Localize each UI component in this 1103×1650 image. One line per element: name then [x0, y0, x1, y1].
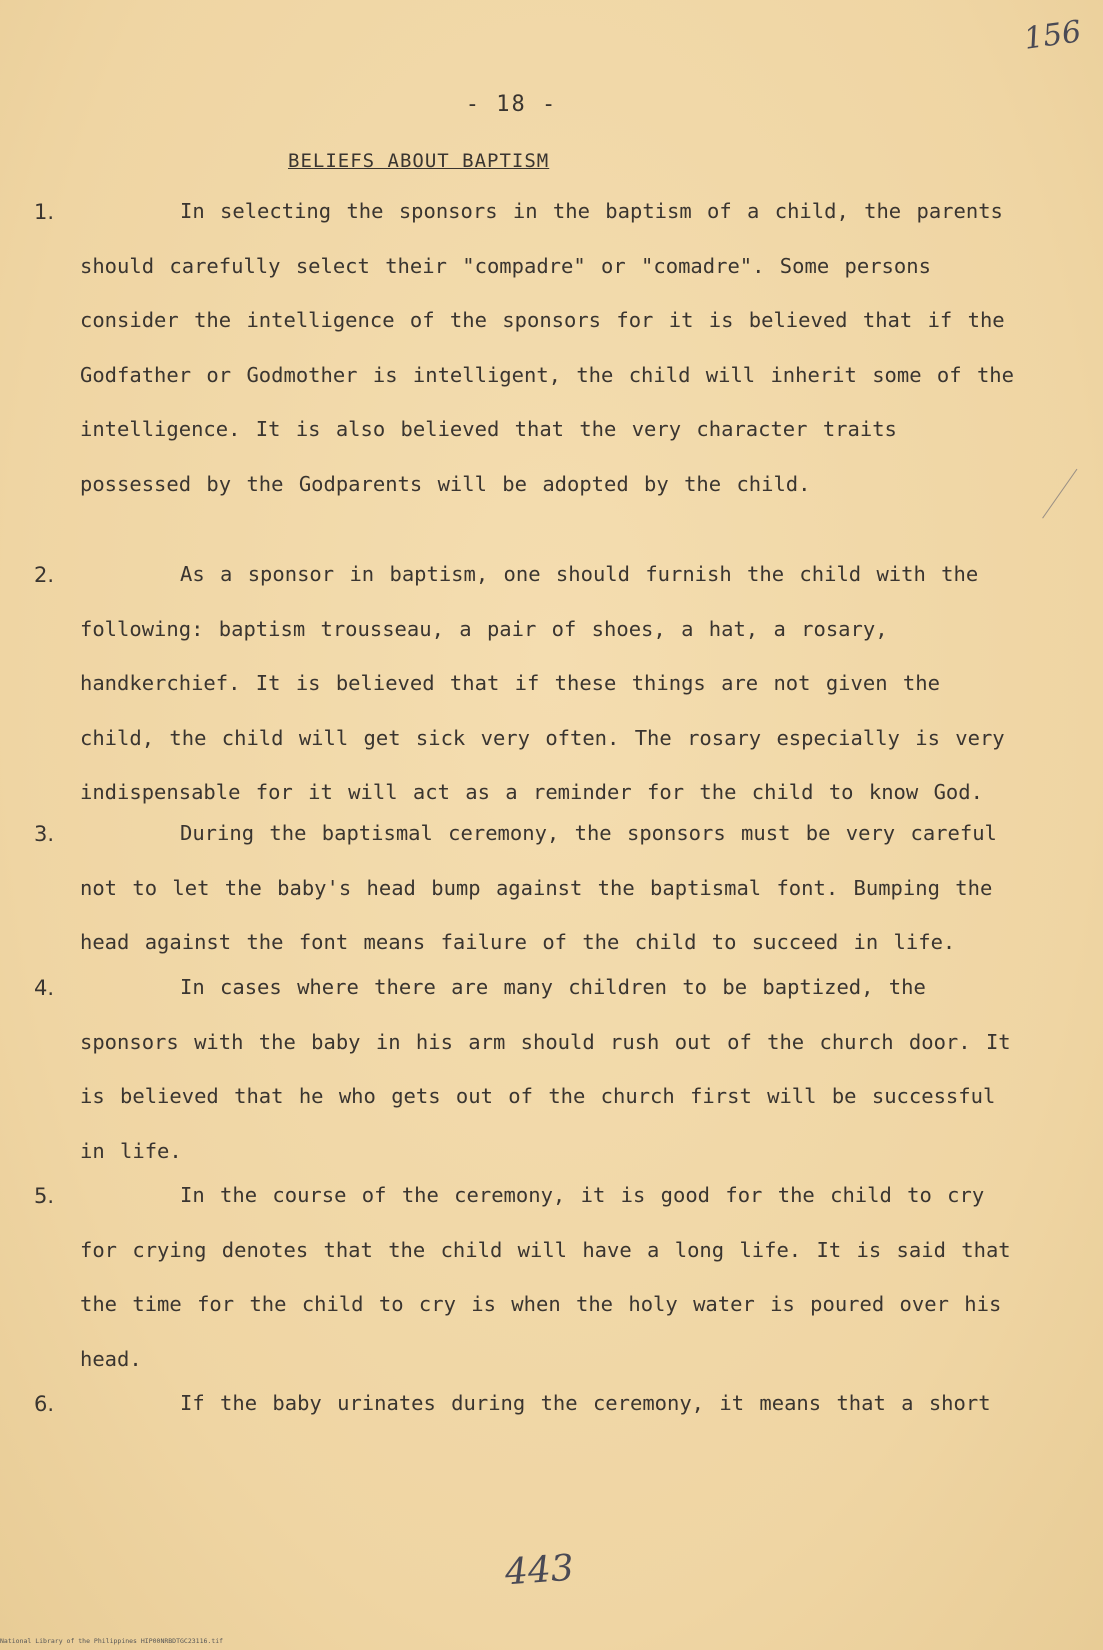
item-text: In cases where there are many children to be baptized, the sponsors with the baby in his arm should rush out of the church door. It is believed that he who gets out of the church first will be successful in life.: [80, 975, 1011, 1163]
item-text: If the baby urinates during the ceremony, it means that a short: [180, 1391, 991, 1415]
pencil-mark: [1018, 452, 1078, 519]
item-text: In the course of the ceremony, it is good for the child to cry for crying denotes that the child will have a long life. It is said that the time for the child to cry is when the holy water is poured over his head.: [80, 1183, 1011, 1371]
item-text: As a sponsor in baptism, one should furnish the child with the following: baptism trousseau, a pair of shoes, a hat, a rosary, handkerchief. It is believed that if these things are not given the child, the child will get sick very often. The rosary especially is very indispensable for it will act as a reminder for the child to know God.: [80, 562, 1005, 805]
footer-caption: National Library of the Philippines HIP00NRBDTGC23116.tif: [0, 1637, 224, 1645]
item-number: 1.: [34, 200, 55, 224]
item-number: 4.: [34, 976, 55, 1000]
page-number: - 18 -: [465, 92, 558, 117]
item-number: 3.: [34, 822, 55, 846]
item-number: 2.: [34, 563, 55, 587]
item-number: 6.: [34, 1392, 55, 1416]
handwritten-bottom-number: 443: [503, 1547, 576, 1594]
item-text: During the baptismal ceremony, the sponsors must be very careful not to let the baby's head bump against the baptismal font. Bumping the head against the font means failure of the child to succeed in life.: [80, 821, 997, 955]
item-number: 5.: [34, 1184, 55, 1208]
page-title: BELIEFS ABOUT BAPTISM: [288, 150, 550, 172]
handwritten-page-number: 156: [1021, 14, 1084, 57]
item-text: In selecting the sponsors in the baptism of a child, the parents should carefully select their "compadre" or "comadre". Some persons consider the intelligence of the sponsors for it is believed that if the Godfather or Godmother is intelligent, the child will inherit some of the intelligence. It is also believed that the very character traits possessed by the Godparents will be adopted by the child.: [80, 199, 1014, 496]
